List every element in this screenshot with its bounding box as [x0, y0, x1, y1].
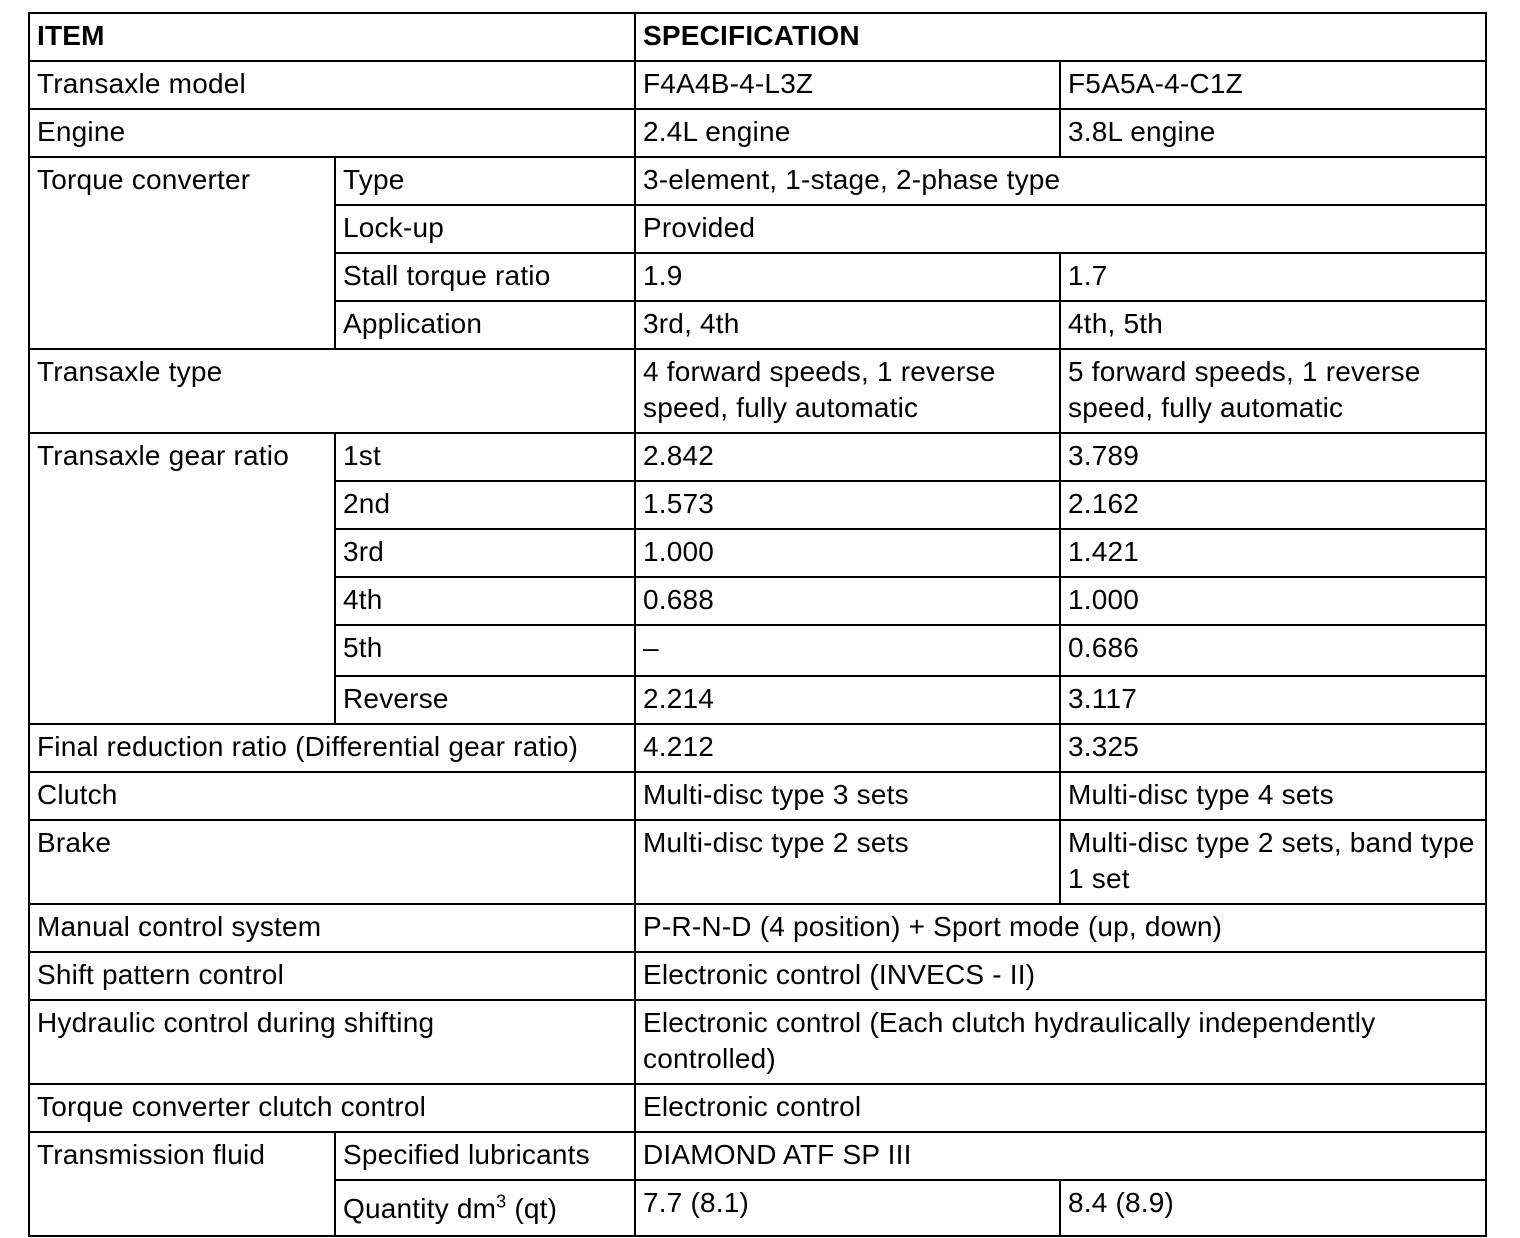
table-row [29, 433, 1486, 481]
row-label: Transaxle model [29, 61, 635, 109]
row-value-2: 1.000 [1060, 577, 1486, 625]
row-value-1: 4 forward speeds, 1 reverse speed, fully automatic [635, 349, 1060, 433]
sub-label [335, 1180, 635, 1236]
sub-label: Specified lubricants [335, 1132, 635, 1180]
sub-label: 2nd [335, 481, 635, 529]
row-value-2: 3.8L engine [1060, 109, 1486, 157]
row-label: Transaxle type [29, 349, 635, 433]
table-row [29, 1000, 1486, 1084]
row-value-2: 8.4 (8.9) [1060, 1180, 1486, 1236]
header-specification: SPECIFICATION [635, 13, 1486, 61]
table-row [29, 1084, 1486, 1132]
table-row [29, 349, 1486, 433]
row-value-2: 4th, 5th [1060, 301, 1486, 349]
table-row [29, 157, 1486, 205]
row-value-2: 1.7 [1060, 253, 1486, 301]
table-row [29, 109, 1486, 157]
row-label: Brake [29, 820, 635, 904]
row-label: Hydraulic control during shifting [29, 1000, 635, 1084]
row-value-1: 1.9 [635, 253, 1060, 301]
sub-label: Type [335, 157, 635, 205]
sub-label: Lock-up [335, 205, 635, 253]
row-value-1: 4.212 [635, 724, 1060, 772]
table-row [29, 820, 1486, 904]
row-value-1: 1.000 [635, 529, 1060, 577]
table-row [29, 952, 1486, 1000]
sub-label: 5th [335, 625, 635, 676]
row-value-1: 2.4L engine [635, 109, 1060, 157]
row-label: Shift pattern control [29, 952, 635, 1000]
sub-label: Reverse [335, 676, 635, 724]
sub-label: 4th [335, 577, 635, 625]
sub-label: Stall torque ratio [335, 253, 635, 301]
quantity-label-suffix: (qt) [506, 1193, 558, 1224]
group-label: Transmission fluid [29, 1132, 335, 1236]
row-value-2: 2.162 [1060, 481, 1486, 529]
row-value-2: 0.686 [1060, 625, 1486, 676]
table-row [29, 1132, 1486, 1180]
row-value-2: 1.421 [1060, 529, 1486, 577]
row-value: Electronic control [635, 1084, 1486, 1132]
row-value-2: 3.325 [1060, 724, 1486, 772]
row-value-1: 1.573 [635, 481, 1060, 529]
row-value: Provided [635, 205, 1486, 253]
header-item: ITEM [29, 13, 635, 61]
row-value-2: 3.117 [1060, 676, 1486, 724]
table-row [29, 904, 1486, 952]
row-value-1: F4A4B-4-L3Z [635, 61, 1060, 109]
quantity-label-superscript: 3 [496, 1191, 507, 1212]
row-label: Final reduction ratio (Differential gear ratio) [29, 724, 635, 772]
row-value: Electronic control (INVECS - II) [635, 952, 1486, 1000]
row-value-1: 7.7 (8.1) [635, 1180, 1060, 1236]
row-value: P-R-N-D (4 position) + Sport mode (up, down) [635, 904, 1486, 952]
group-label: Torque converter [29, 157, 335, 349]
row-label: Clutch [29, 772, 635, 820]
row-value-2: 3.789 [1060, 433, 1486, 481]
table-header-row [29, 13, 1486, 61]
row-value-1: 0.688 [635, 577, 1060, 625]
row-value-1: Multi-disc type 2 sets [635, 820, 1060, 904]
row-value-1: 2.842 [635, 433, 1060, 481]
specification-table [28, 12, 1487, 1237]
row-value-1: – [635, 625, 1060, 676]
row-value-2: F5A5A-4-C1Z [1060, 61, 1486, 109]
row-value-2: 5 forward speeds, 1 reverse speed, fully automatic [1060, 349, 1486, 433]
sub-label: 1st [335, 433, 635, 481]
row-label: Engine [29, 109, 635, 157]
group-label: Transaxle gear ratio [29, 433, 335, 724]
sub-label: Application [335, 301, 635, 349]
table-row [29, 724, 1486, 772]
row-value: 3-element, 1-stage, 2-phase type [635, 157, 1486, 205]
row-label: Torque converter clutch control [29, 1084, 635, 1132]
sub-label: 3rd [335, 529, 635, 577]
row-value: Electronic control (Each clutch hydraulically independently controlled) [635, 1000, 1486, 1084]
table-row [29, 772, 1486, 820]
row-value-2: Multi-disc type 4 sets [1060, 772, 1486, 820]
table-row [29, 61, 1486, 109]
row-value: DIAMOND ATF SP III [635, 1132, 1486, 1180]
row-value-2: Multi-disc type 2 sets, band type 1 set [1060, 820, 1486, 904]
quantity-label-prefix: Quantity dm [343, 1193, 497, 1224]
row-label: Manual control system [29, 904, 635, 952]
row-value-1: 2.214 [635, 676, 1060, 724]
row-value-1: Multi-disc type 3 sets [635, 772, 1060, 820]
row-value-1: 3rd, 4th [635, 301, 1060, 349]
